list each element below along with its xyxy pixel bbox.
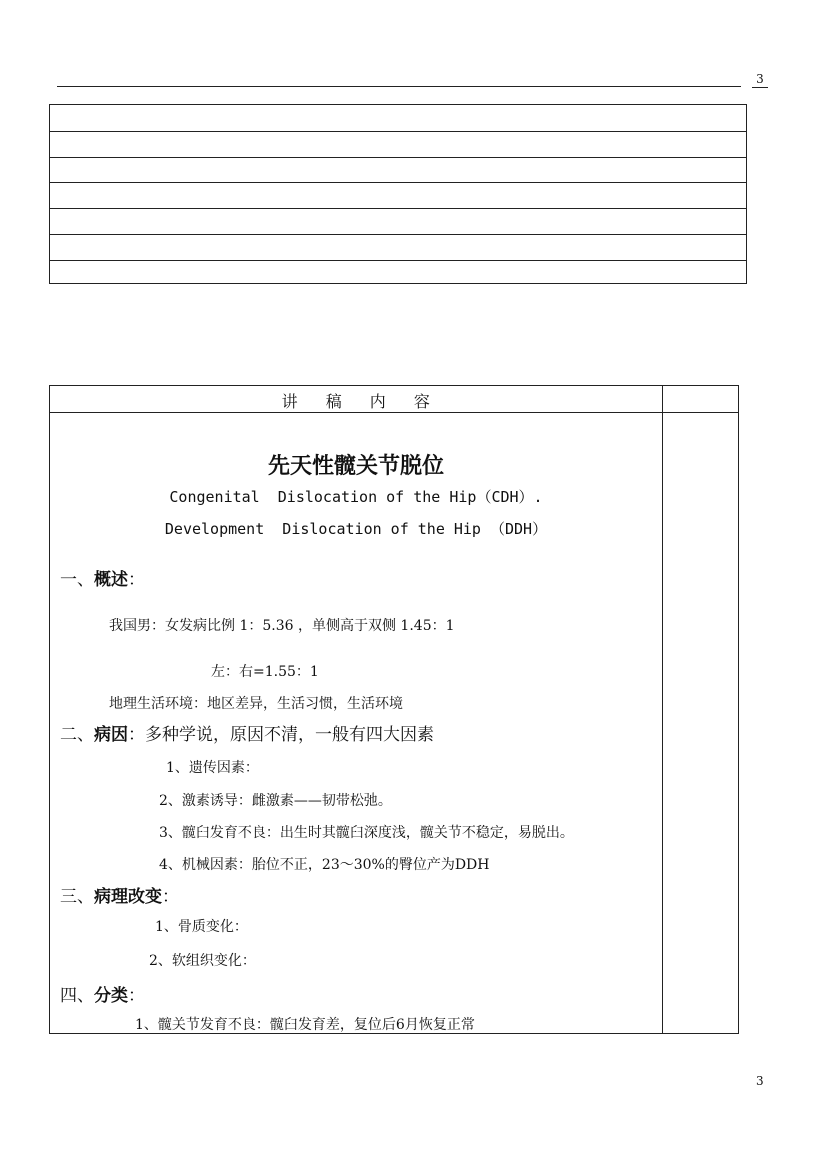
blank-form-table	[49, 104, 747, 284]
classification-item-dysplasia: 1、髋关节发育不良：髋臼发育差，复位后6月恢复正常	[135, 1017, 475, 1033]
overview-left-right-line: 左：右=1.55：1	[211, 664, 319, 680]
overview-geography-line: 地理生活环境：地区差异，生活习惯，生活环境	[109, 696, 403, 712]
pathology-item-soft-tissue: 2、软组织变化：	[149, 953, 256, 969]
header-page-number: 3	[752, 72, 768, 88]
cause-item-hormone: 2、激素诱导：雌激素——韧带松弛。	[159, 793, 392, 809]
section-colon: ：	[162, 887, 179, 907]
section-number: 一、	[60, 570, 94, 590]
table-row	[50, 260, 746, 286]
column-divider	[662, 386, 663, 1033]
table-row	[50, 105, 746, 131]
lecture-table	[49, 385, 739, 1034]
section-subtitle: ：多种学说，原因不清，一般有四大因素	[128, 725, 434, 745]
overview-ratio-line: 我国男：女发病比例 1：5.36 ，单侧高于双侧 1.45：1	[109, 618, 455, 634]
table-row	[50, 182, 746, 208]
section-colon: ：	[128, 986, 145, 1006]
section-number: 三、	[60, 887, 94, 907]
table-row	[50, 131, 746, 157]
section-number: 四、	[60, 986, 94, 1006]
table-row	[50, 157, 746, 183]
section-overview-heading	[60, 565, 145, 590]
section-cause-heading	[60, 720, 434, 745]
cause-item-genetic: 1、遗传因素：	[166, 760, 259, 776]
section-title: 病理改变	[94, 887, 162, 907]
cause-item-mechanical: 4、机械因素：胎位不正，23～30%的臀位产为DDH	[159, 857, 490, 873]
lecture-content-header: 讲 稿 内 容	[281, 392, 431, 411]
section-pathology-heading	[60, 882, 179, 907]
section-title: 概述	[94, 570, 128, 590]
section-classification-heading	[60, 981, 145, 1006]
header-row-divider	[50, 412, 738, 413]
section-title: 分类	[94, 986, 128, 1006]
english-title-ddh: Development Dislocation of the Hip （DDH）	[164, 520, 548, 538]
cause-item-dysplasia: 3、髋臼发育不良：出生时其髋臼深度浅，髋关节不稳定，易脱出。	[159, 825, 574, 841]
english-title-cdh: Congenital Dislocation of the Hip（CDH）.	[169, 488, 543, 506]
header-rule	[57, 86, 741, 87]
pathology-item-bone: 1、骨质变化：	[155, 919, 248, 935]
table-row	[50, 208, 746, 234]
section-colon: ：	[128, 570, 145, 590]
table-row	[50, 234, 746, 260]
lecture-title: 先天性髋关节脱位	[267, 454, 444, 479]
footer-page-number: 3	[756, 1074, 764, 1088]
section-title: 病因	[94, 725, 128, 745]
section-number: 二、	[60, 725, 94, 745]
